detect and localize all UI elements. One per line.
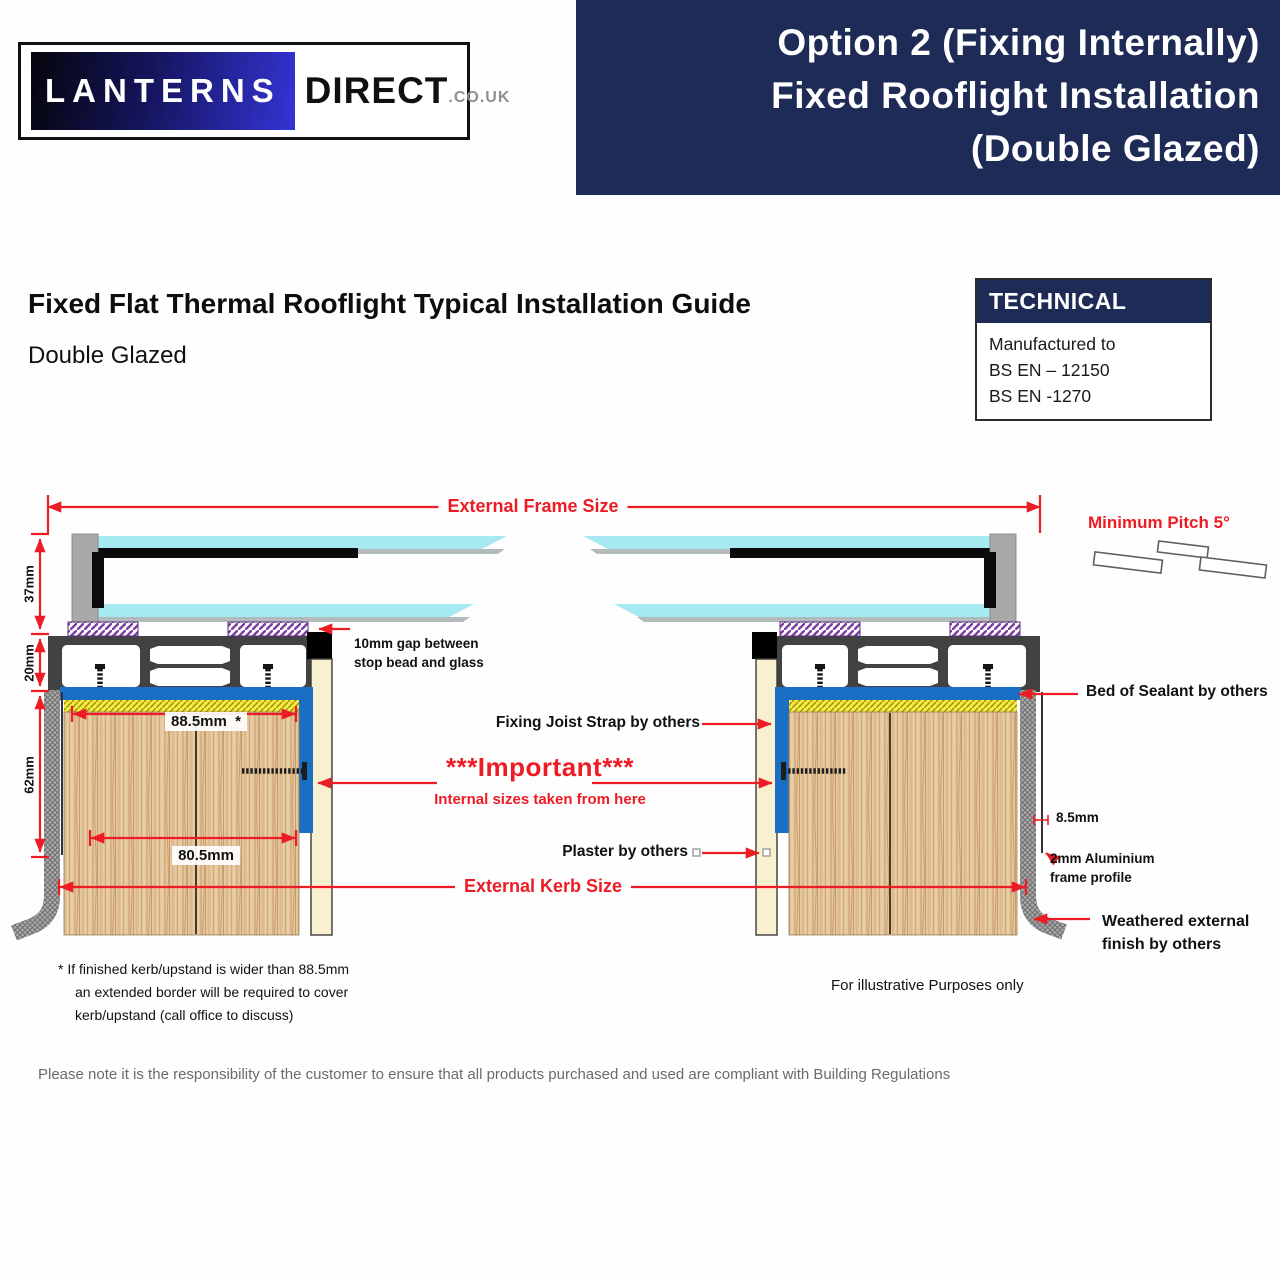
right-kerb — [775, 687, 1064, 935]
header-line-3: (Double Glazed) — [970, 128, 1260, 169]
dimension-88-5mm-label: 88.5mm * — [165, 712, 247, 731]
weathered-finish-label — [1102, 910, 1249, 956]
footnote-line-3: kerb/upstand (call office to discuss) — [75, 1007, 294, 1023]
left-weathered-finish — [14, 690, 52, 933]
illustrative-purposes-label: For illustrative Purposes only — [831, 977, 1024, 994]
minimum-pitch-icon — [1093, 541, 1266, 578]
footnote-line-2: an extended border will be required to cover — [75, 984, 349, 1000]
external-kerb-size-label: External Kerb Size — [455, 876, 631, 897]
dimension-8-5mm-label: 8.5mm — [1056, 810, 1099, 825]
logo-tld-text: .CO.UK — [448, 89, 511, 106]
plaster-by-others-label: Plaster by others — [562, 843, 688, 860]
left-glazing-unit — [72, 534, 507, 635]
page-subtitle: Double Glazed — [28, 342, 187, 369]
left-kerb — [14, 687, 313, 935]
aluminium-profile-label — [1050, 849, 1155, 887]
dimension-62mm-label: 62mm — [21, 756, 37, 794]
aluminium-profile-line-1: 2mm Aluminium — [1050, 851, 1155, 866]
technical-line-3: BS EN -1270 — [989, 386, 1092, 406]
dimension-20mm-label: 20mm — [21, 644, 37, 682]
right-glazing-unit — [583, 534, 1016, 635]
bed-of-sealant-label: Bed of Sealant by others — [1086, 683, 1268, 700]
external-frame-size-label: External Frame Size — [438, 496, 627, 517]
dimension-80-5mm-label: 80.5mm — [172, 846, 240, 865]
building-regulations-note: Please note it is the responsibility of the customer to ensure that all products purchased and used are compliant with Building Regulations — [38, 1066, 951, 1083]
logo-lanterns-text: LANTERNS — [45, 72, 281, 109]
weathered-finish-line-1: Weathered external — [1102, 913, 1250, 930]
kerb-footnote — [58, 958, 349, 1027]
technical-line-1: Manufactured to — [989, 334, 1116, 354]
fixing-joist-strap-label: Fixing Joist Strap by others — [495, 714, 700, 731]
dimension-37mm-label: 37mm — [21, 565, 37, 603]
header-line-1: Option 2 (Fixing Internally) — [777, 22, 1260, 63]
gap-note-label — [354, 634, 484, 672]
technical-line-2: BS EN – 12150 — [989, 360, 1110, 380]
minimum-pitch-label: Minimum Pitch 5° — [1088, 513, 1230, 532]
logo-direct-text: DIRECT — [304, 70, 449, 111]
gap-note-line-2: stop bead and glass — [354, 655, 484, 670]
gap-note-line-1: 10mm gap between — [354, 636, 479, 651]
page-title: Fixed Flat Thermal Rooflight Typical Installation Guide — [28, 288, 751, 319]
aluminium-profile-line-2: frame profile — [1050, 870, 1132, 885]
header-line-2: Fixed Rooflight Installation — [771, 75, 1260, 116]
important-label: ***Important*** — [445, 752, 635, 782]
technical-heading: TECHNICAL — [977, 280, 1210, 323]
weathered-finish-line-2: finish by others — [1102, 936, 1222, 953]
internal-sizes-label: Internal sizes taken from here — [434, 791, 646, 808]
footnote-line-1: * If finished kerb/upstand is wider than 88.5mm — [58, 961, 350, 977]
